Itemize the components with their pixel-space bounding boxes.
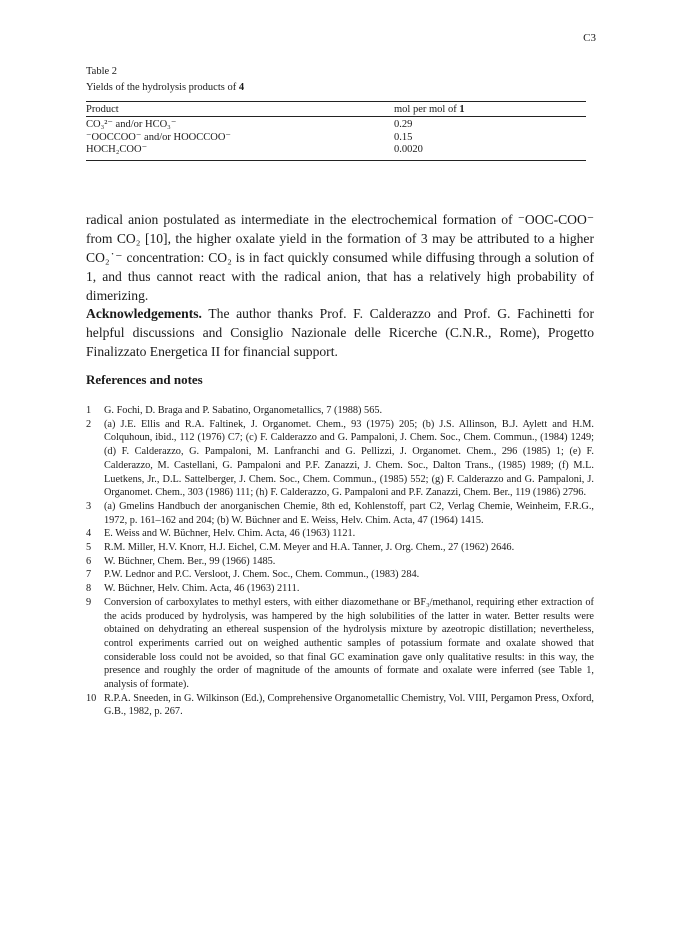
row-yield: 0.15 [394,131,413,143]
header-yield-text: mol per mol of [394,104,460,115]
acknowledgements-heading: Acknowledgements. [86,306,202,321]
reference-number: 4 [86,528,92,540]
reference-item [86,582,594,596]
reference-number: 1 [86,405,92,416]
table-row [86,117,586,132]
reference-number: 9 [86,596,92,608]
table-caption-text: Yields of the hydrolysis products of [86,82,239,93]
references-list [86,404,594,719]
reference-number: 8 [86,583,92,595]
reference-text: R.M. Miller, H.V. Knorr, H.J. Eichel, C.M. Meyer and H.A. Tanner, J. Org. Chem., 27 (1962) 2646. [104,542,515,554]
table-label: Table 2 [86,66,118,77]
reference-text: W. Büchner, Helv. Chim. Acta, 46 (1963) 2111. [104,583,300,595]
page-number: C3 [583,32,596,44]
row-product: HOCH₂COO⁻ [86,144,394,160]
reference-item [86,418,594,500]
reference-text: G. Fochi, D. Braga and P. Sabatino, Organometallics, 7 (1988) 565. [104,405,383,416]
reference-number: 6 [86,555,92,567]
reference-item [86,596,594,692]
references-heading: References and notes [86,372,203,387]
reference-item [86,527,594,541]
row-product: CO₃²⁻ and/or HCO₃⁻ [86,119,177,130]
header-yield [394,102,586,117]
table-caption [86,81,586,95]
acknowledgements [86,304,594,361]
header-yield-compound: 1 [459,104,465,115]
body-paragraph: radical anion postulated as intermediate in the electrochemical formation of ⁻OOC-COO⁻ from CO₂ [10], the higher oxalate yield in the formation of 3 may be attributed to a higher CO₂˙⁻ concentration: CO₂ is in fact quickly consumed while diffusing through a solution of 1, and thus cannot react with the radical anion, that has a relatively high probability of dimerizing. [86,212,594,303]
reference-item [86,692,594,719]
reference-item [86,541,594,555]
table-2 [86,65,586,161]
reference-number: 5 [86,542,92,554]
reference-number: 7 [86,569,92,581]
reference-text: P.W. Lednor and P.C. Versloot, J. Chem. Soc., Chem. Commun., (1983) 284. [104,569,420,581]
table-caption-compound: 4 [238,82,245,93]
reference-number: 3 [86,500,92,512]
reference-text: W. Büchner, Chem. Ber., 99 (1966) 1485. [104,555,276,567]
reference-text: E. Weiss and W. Büchner, Helv. Chim. Acta, 46 (1963) 1121. [104,528,356,540]
row-product: ⁻OOCCOO⁻ and/or HOOCCOO⁻ [86,131,231,143]
reference-text: Conversion of carboxylates to methyl esters, with either diazomethane or BF₃/methanol, requiring ether extraction of the acids produced by hydrolysis, was hampered by the high solubilities of the latter in water. Better results were obtained on dehydrating an ethereal suspension of the hydrolysis mixture by azeotropic distillation; nevertheless, control experiments carried out on weighed authentic samples of potassium formate and oxalate showed that considerable loss could not be avoided, so that final GC examination gave only qualitative results: in this way, the presence and roughly the order of magnitude of the amounts of formate and oxalate were inferred (see Table 1, analysis of formate). [104,596,594,691]
table-row [86,132,586,145]
reference-text: R.P.A. Sneeden, in G. Wilkinson (Ed.), Comprehensive Organometallic Chemistry, Vol. VIII, Pergamon Press, Oxford, G.B., 1982, p. 267. [104,692,594,718]
reference-number: 2 [86,418,92,430]
reference-item [86,500,594,527]
reference-number: 10 [86,692,97,704]
table-row [86,144,586,160]
reference-text: (a) J.E. Ellis and R.A. Faltinek, J. Organomet. Chem., 93 (1975) 205; (b) J.S. Allinson, B.J. Aylett and H.M. Colquhoun, ibid., 112 (1976) C7; (c) F. Calderazzo and G. Pampaloni, J. Chem. Soc., Chem. Commun., (1984) 1249; (d) F. Calderazzo, G. Pampaloni, M. Lanfranchi and G. Pellizzi, J. Organomet. Chem., 296 (1985) 1; (e) F. Calderazzo, M. Castellani, G. Pampaloni and P.F. Zanazzi, J. Chem. Soc., Dalton Trans., (1985) 1989; (f) M.L. Luetkens, Jr., D.L. Sattelberger, J. Chem. Soc., Chem. Commun., (1985) 552; (g) F. Calderazzo and G. Pampaloni, J. Organomet. Chem., 303 (1986) 111; (h) F. Calderazzo, G. Pampaloni and P.F. Zanazzi, Chem. Ber., 119 (1986) 2796. [104,418,594,499]
header-product: Product [86,102,394,117]
row-yield: 0.29 [394,119,413,130]
reference-item [86,555,594,569]
table-header-row [86,102,586,117]
row-yield: 0.0020 [394,144,586,160]
reference-text: (a) Gmelins Handbuch der anorganischen Chemie, 8th ed, Kohlenstoff, part C2, Verlag Chemie, Weinheim, F.R.G., 1972, p. 161–162 and 204; (b) W. Büchner and E. Weiss, Helv. Chim. Acta, 47 (1964) 1415. [104,500,594,526]
acknowledgements-text: The author thanks Prof. F. Calderazzo and Prof. G. Fachinetti for helpful discussions and Consiglio Nazionale delle Ricerche (C.N.R., Rome), Progetto Finalizzato Energetica II for financial support. [86,306,594,359]
reference-item [86,568,594,582]
reference-item [86,404,594,418]
hydrolysis-products-table [86,101,586,161]
